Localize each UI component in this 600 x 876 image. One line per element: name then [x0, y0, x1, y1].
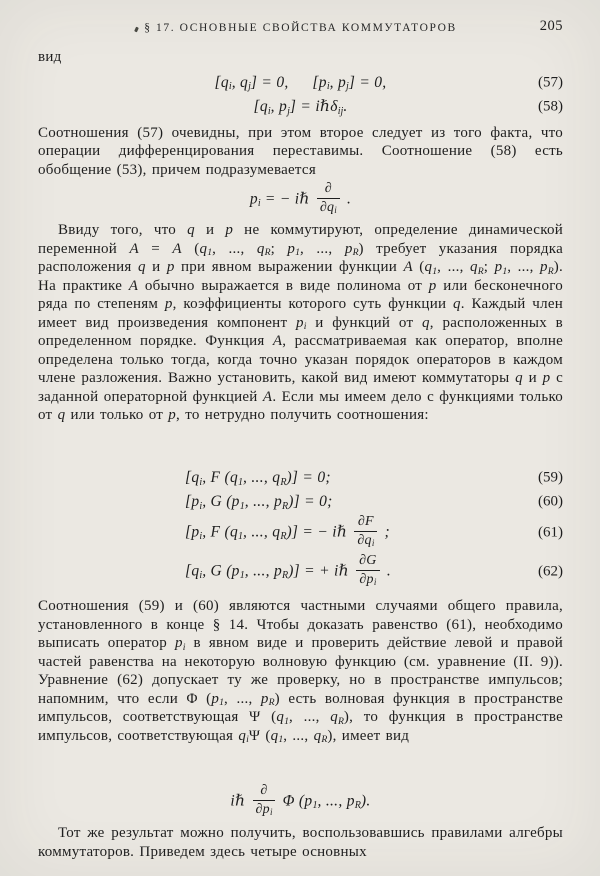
equation-57-body: [$q_i$, $q_j] = 0$, [$p_i$, $p_j] = 0$, [214, 73, 387, 93]
paragraph-4: Тот же результат можно получить, воспользовавшись правилами алгебры коммутаторов. Приведем здесь четыре основных [38, 825, 563, 860]
page-header [38, 20, 563, 36]
equation-60-body: [$p_i$, G ($p_1$, ..., $p_R)] = 0$; [185, 493, 333, 512]
equation-57-number: (57) [538, 74, 563, 90]
equation-59-body: [$q_i$, F ($q_1$, ..., $q_R)] = 0$; [185, 469, 331, 488]
equation-momentum-space-function [38, 784, 563, 820]
equation-59 [38, 466, 563, 490]
page-number: 205 [539, 18, 563, 34]
equation-59-number: (59) [538, 469, 563, 486]
equation-phi-body: iℏ $\frac{\partial}{\partial p_i}$ Φ ($p_1$, ..., $p_R$). [230, 783, 371, 818]
paragraph-continuation: вид [38, 49, 62, 65]
paragraph-3: Соотношения (59) и (60) являются частными случаями общего правила, установленного в конце § 14. Чтобы доказать равенство (61), необходимо выписать оператор $p_i$ в явном виде и проверить действие левой и правой частей равенства на некоторую волновую функцию (см. уравнение (II. 9)). Уравнение (62) допускает ту же проверку, но в пространстве импульсов; напомним, что если Φ ($p_1$, ..., $p_R$) есть волновая функция в пространстве импульсов, соответствующая Ψ ($q_1$, ..., $q_R$), то функция в пространстве импульсов, соответствующая $q_i\Psi$ ($q_1$, ..., $q_R$), имеет вид [38, 598, 564, 746]
equation-61-number: (61) [538, 524, 563, 541]
equation-57 [38, 71, 563, 95]
equation-62-body: [$q_i$, G ($p_1$, ..., $p_R$)] = + iℏ $\frac{\partial G}{\partial p_i}$ . [185, 553, 392, 588]
equation-60-number: (60) [538, 493, 563, 510]
equation-60 [38, 490, 563, 514]
page-content [38, 48, 563, 861]
equation-momentum-body: $p_i$ = − iℏ $\frac{\partial}{\partial q_i}$ . [249, 181, 352, 216]
equation-momentum-operator [38, 182, 563, 218]
equation-58-body: [$q_i$, $p_j$] = iℏδ$_{ij}$. [253, 98, 348, 117]
equation-62 [38, 552, 563, 592]
equation-61 [38, 514, 563, 552]
equation-58-number: (58) [538, 98, 563, 114]
equation-62-number: (62) [538, 563, 563, 580]
section-title: § 17. ОСНОВНЫЕ СВОЙСТВА КОММУТАТОРОВ [144, 22, 457, 34]
paragraph-1: Соотношения (57) очевидны, при этом второе следует из того факта, что операции дифференцирования переставимы. Соотношение (58) есть обобщение (53), причем подразумевается [38, 124, 563, 178]
paragraph-2: Ввиду того, что q и p не коммутируют, определение динамической переменной A = A ($q_1$, ..., $q_R$; $p_1$, ..., $p_R$) требует указания порядка расположения q и p при явном выражении функции A ($q_1$, ..., $q_R$; $p_1$, ..., $p_R$). На практике A обычно выражается в виде полинома от p или бесконечного ряда по степеням p, коэффициенты которого суть функции q. Каждый член имеет вид произведения компонент $p_i$ и функций от q, расположенных в определенном порядке. Функция A, рассматриваемая как оператор, вполне определена только тогда, когда точно указан порядок операторов в каждом члене разложения. Важно установить, какой вид имеют коммутаторы q и p с заданной операторной функцией A. Если мы имеем дело с функциями только от q или только от p, то нетрудно получить соотношения: [38, 222, 564, 423]
equation-61-body: [$p_i$, F ($q_1$, ..., $q_R$)] = − iℏ $\frac{\partial F}{\partial q_i}$ ; [185, 514, 390, 549]
equation-58 [38, 95, 563, 119]
